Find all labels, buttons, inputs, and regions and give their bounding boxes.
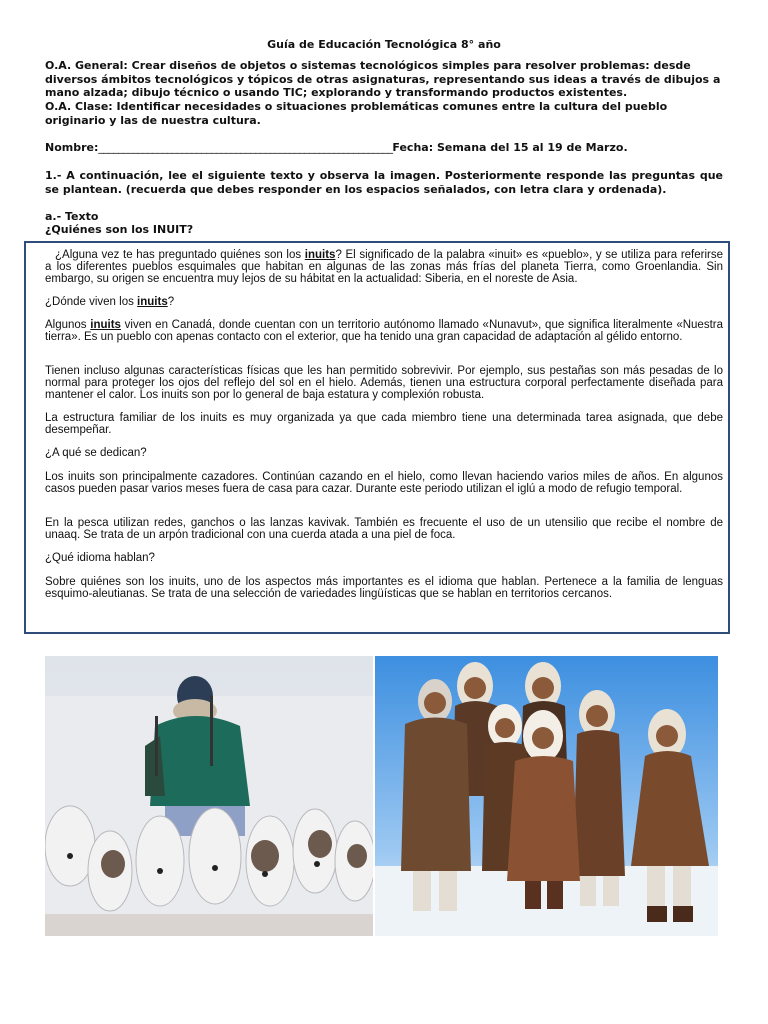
oa-clase: O.A. Clase: Identificar necesidades o situaciones problemáticas comunes entre la cultura del pueblo originario y las de nuestra cultura. <box>45 100 668 127</box>
paragraph-physical: Tienen incluso algunas características físicas que les han permitido sobrevivir. Por ejemplo, sus pestañas son más pesadas de lo normal para proteger los ojos del reflejo del sol en el hielo. Además, tienen una estructura corporal perfectamente diseñada para mantener el calor. Los inuits son por lo general de baja estatura y complexión robusta. <box>45 365 723 401</box>
inuits-link[interactable]: inuits <box>90 319 121 331</box>
paragraph-fishing: En la pesca utilizan redes, ganchos o las lanzas kavivak. También es frecuente el uso de un utensilio que recibe el nombre de unaaq. Se trata de un arpón tradicional con una cuerda atada a una piel de foca. <box>45 517 723 541</box>
question-dedicate: ¿A qué se dedican? <box>45 447 147 459</box>
name-date-line <box>45 141 723 155</box>
paragraph-canada: Algunos inuits viven en Canadá, donde cuentan con un territorio autónomo llamado «Nunavut», que significa literalmente «Nuestra tierra». Es un pueblo con apenas contacto con el exterior, que ha tenido una gran capacidad de adaptación al gélido entorno. <box>45 319 723 343</box>
fecha-label: Fecha: Semana del 15 al 19 de Marzo. <box>392 141 628 154</box>
question-where: ¿Dónde viven los inuits? <box>45 296 175 308</box>
section-question: ¿Quiénes son los INUIT? <box>45 223 194 236</box>
dog-sled-photo <box>45 656 373 936</box>
nombre-label: Nombre: <box>45 141 99 154</box>
nombre-field[interactable]: ____________________________________________________________ <box>98 141 393 154</box>
oa-general: O.A. General: Crear diseños de objetos o sistemas tecnológicos simples para resolver problemas: desde diversos ámbitos tecnológicos y tópicos de otras asignaturas, representando sus ideas a través de dibujos a mano alzada; dibujo técnico o usando TIC; explorando y transformando productos existentes. <box>45 59 721 99</box>
paragraph-language: Sobre quiénes son los inuits, uno de los aspectos más importantes es el idioma que hablan. Pertenece a la familia de lenguas esquimo-aleutianas. Se trata de una selección de variedades lingüísticas que se hablan en territorios cercanos. <box>45 576 723 600</box>
paragraph-hunting: Los inuits son principalmente cazadores. Continúan cazando en el hielo, como llevan haciendo varios miles de años. En algunos casos pueden pasar varios meses fuera de casa para cazar. Durante este periodo utilizan el iglú a modo de refugio temporal. <box>45 471 723 495</box>
question-language: ¿Qué idioma hablan? <box>45 552 155 564</box>
inuit-children-photo <box>375 656 718 936</box>
inuits-link[interactable]: inuits <box>304 249 336 261</box>
inuits-link[interactable]: inuits <box>137 296 168 308</box>
instruction: 1.- A continuación, lee el siguiente texto y observa la imagen. Posteriormente responde las preguntas que se plantean. (recuerda que debes responder en los espacios señalados, con letra clara y ordenada). <box>45 169 723 196</box>
page-title: Guía de Educación Tecnológica 8° año <box>267 38 501 51</box>
paragraph-intro: ¿Alguna vez te has preguntado quiénes son los inuits? El significado de la palabra «inuit» es «pueblo», y se utiliza para referirse a los diferentes pueblos esquimales que habitan en algunas de las zonas más frías del planeta Tierra, como Groenlandia. Sin embargo, su origen se encuentra muy lejos de su hábitat en la actualidad: Siberia, en el noreste de Asia. <box>45 249 723 285</box>
section-a-label: a.- Texto <box>45 210 99 223</box>
paragraph-family: La estructura familiar de los inuits es muy organizada ya que cada miembro tiene una determinada tarea asignada, que debe desempeñar. <box>45 412 723 436</box>
